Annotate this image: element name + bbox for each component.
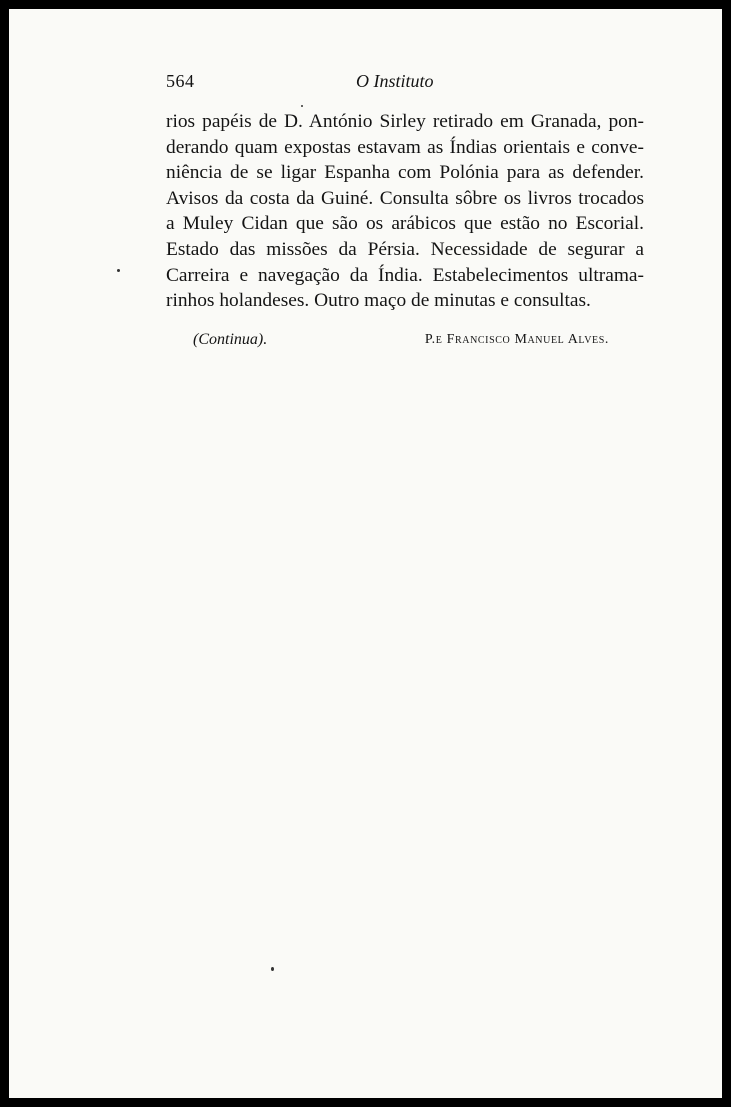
continued-note: (Continua). [193,331,268,348]
text-line: derando quam expostas estavam as Índias orientais e conve- [166,136,644,158]
text-line: a Muley Cidan que são os arábicos que estão no Escorial. [166,213,644,235]
text-line: rios papéis de D. António Sirley retirado em Granada, pon- [166,111,644,132]
text-line: rinhos holandeses. Outro maço de minutas e consultas. [166,290,591,312]
document-page [9,9,722,1098]
ink-speck [301,105,303,107]
body-paragraph [166,109,644,314]
text-line: niência de se ligar Espanha com Polónia para as defender. [166,162,644,184]
author-signature: P.e Francisco Manuel Alves. [424,332,609,347]
text-line: Estado das missões da Pérsia. Necessidade de segurar a [166,238,644,260]
page-number: 564 [166,71,195,91]
page-header [166,71,649,95]
signature-row [189,331,609,351]
ink-speck [271,967,274,971]
text-line: Carreira e navegação da Índia. Estabelecimentos ultrama- [166,264,644,286]
text-line: Avisos da costa da Guiné. Consulta sôbre os livros trocados [166,187,644,209]
running-title: O Instituto [356,71,434,91]
ink-speck [117,269,120,272]
